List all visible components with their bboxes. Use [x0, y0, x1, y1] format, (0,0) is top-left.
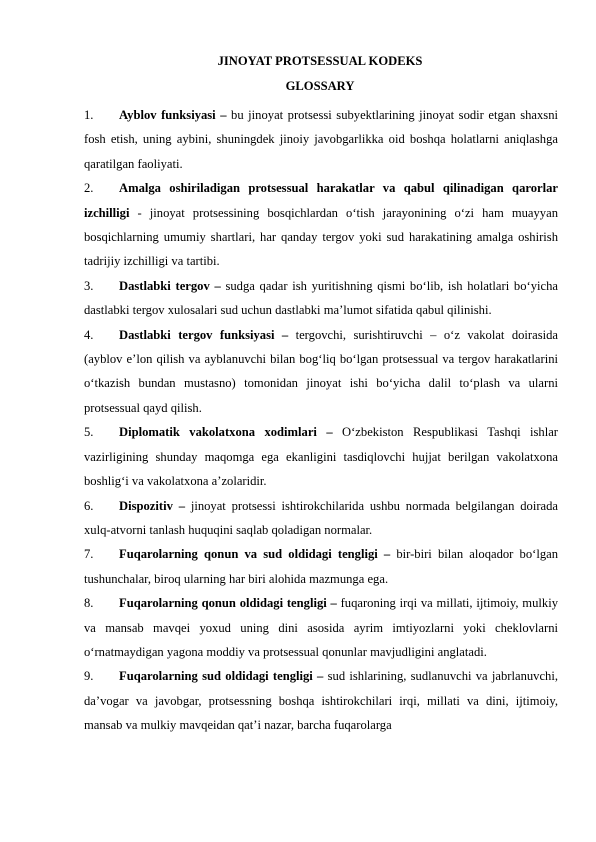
document-title: JINOYAT PROTSESSUAL KODEKS	[217, 54, 423, 68]
glossary-entry	[84, 103, 558, 176]
entry-definition: bu jinoyat protsessi subyektlarining jinoyat sodir etgan shaxsni fosh etish, uning aybini, shuningdek jinoiy javobgarlikka oid boshqa holatlarni aniqlashga qaratilgan faoliyati.	[84, 108, 558, 171]
glossary-entry	[84, 494, 558, 543]
entry-definition: bir-biri bilan aloqador boʻlgan tushunchalar, biroq ularning har biri alohida mazmunga ega.	[84, 547, 558, 586]
glossary-entry	[84, 274, 558, 323]
entry-term: Dastlabki tergov –	[119, 278, 221, 293]
entry-number: 6.	[84, 498, 94, 513]
entry-definition: Oʻzbekiston Respublikasi Tashqi ishlar vazirligining shunday maqomga ega ekanligini tasdiqlovchi hujjat berilgan vakolatxona boshligʻi va vakolatxona aʼzolaridir.	[84, 425, 558, 489]
glossary-entry	[84, 664, 558, 737]
entry-term: Fuqarolarning sud oldidagi tengligi –	[119, 669, 324, 684]
glossary-entry	[84, 542, 558, 591]
glossary-list	[84, 103, 558, 738]
glossary-entry	[84, 176, 558, 274]
entry-term: Dastlabki tergov funksiyasi –	[119, 327, 289, 342]
entry-definition: - jinoyat protsessining bosqichlardan oʻtish jarayonining oʻzi ham muayyan bosqichlarning umumiy shartlari, har qanday tergov yoki sud harakatining amalga oshirish tadrijiy izchilligi va tartibi.	[84, 205, 558, 269]
entry-number: 7.	[84, 547, 94, 562]
glossary-entry	[84, 420, 558, 493]
entry-term: Fuqarolarning qonun oldidagi tengligi –	[119, 596, 337, 611]
entry-definition: sudga qadar ish yuritishning qismi boʻlib, ish holatlari boʻyicha dastlabki tergov xulosalari sud uchun dastlabki maʼlumot sifatida qabul qilinishi.	[84, 278, 558, 318]
entry-definition: jinoyat protsessi ishtirokchilarida ushbu normada belgilangan doirada xulq-atvorni tanlash huquqini saqlab qoladigan normalar.	[84, 498, 558, 537]
entry-term: Amalga oshiriladigan protsessual harakatlar va qabul qilinadigan qarorlar izchilligi	[84, 181, 558, 220]
entry-term: Dispozitiv –	[119, 498, 185, 513]
entry-number: 4.	[84, 327, 94, 342]
entry-number: 1.	[84, 108, 94, 122]
glossary-entry	[84, 591, 558, 664]
entry-definition: tergovchi, surishtiruvchi – oʻz vakolat doirasida (ayblov eʼlon qilish va ayblanuvchi bilan bogʻliq boʻlgan protsessual va tergov harakatlarini oʻtkazish bundan mustasno) tomonidan jinoyat ishi boʻyicha dalil toʻplash va ularni protsessual qayd qilish.	[84, 327, 558, 415]
document-subtitle: GLOSSARY	[285, 79, 355, 93]
entry-number: 3.	[84, 278, 94, 293]
entry-number: 2.	[84, 181, 94, 196]
entry-term: Ayblov funksiyasi –	[119, 108, 227, 122]
entry-term: Fuqarolarning qonun va sud oldidagi tengligi –	[119, 547, 391, 562]
entry-number: 5.	[84, 425, 94, 440]
glossary-entry	[84, 323, 558, 421]
entry-term: Diplomatik vakolatxona xodimlari –	[119, 425, 333, 440]
entry-number: 8.	[84, 596, 94, 611]
entry-number: 9.	[84, 669, 94, 684]
entry-definition: fuqaroning irqi va millati, ijtimoiy, mulkiy va mansab mavqei yoxud uning dini asosida ayrim imtiyozlarni yoki cheklovlarni oʻrnatmaydigan yagona moddiy va protsessual qonunlar mavjudligini anglatadi.	[84, 596, 558, 659]
entry-definition: sud ishlarining, sudlanuvchi va jabrlanuvchi, daʼvogar va javobgar, protsessning boshqa ishtirokchilari irqi, millati va dini, ijtimoiy, mansab va mulkiy mavqeidan qatʼi nazar, barcha fuqarolarga	[84, 669, 558, 733]
